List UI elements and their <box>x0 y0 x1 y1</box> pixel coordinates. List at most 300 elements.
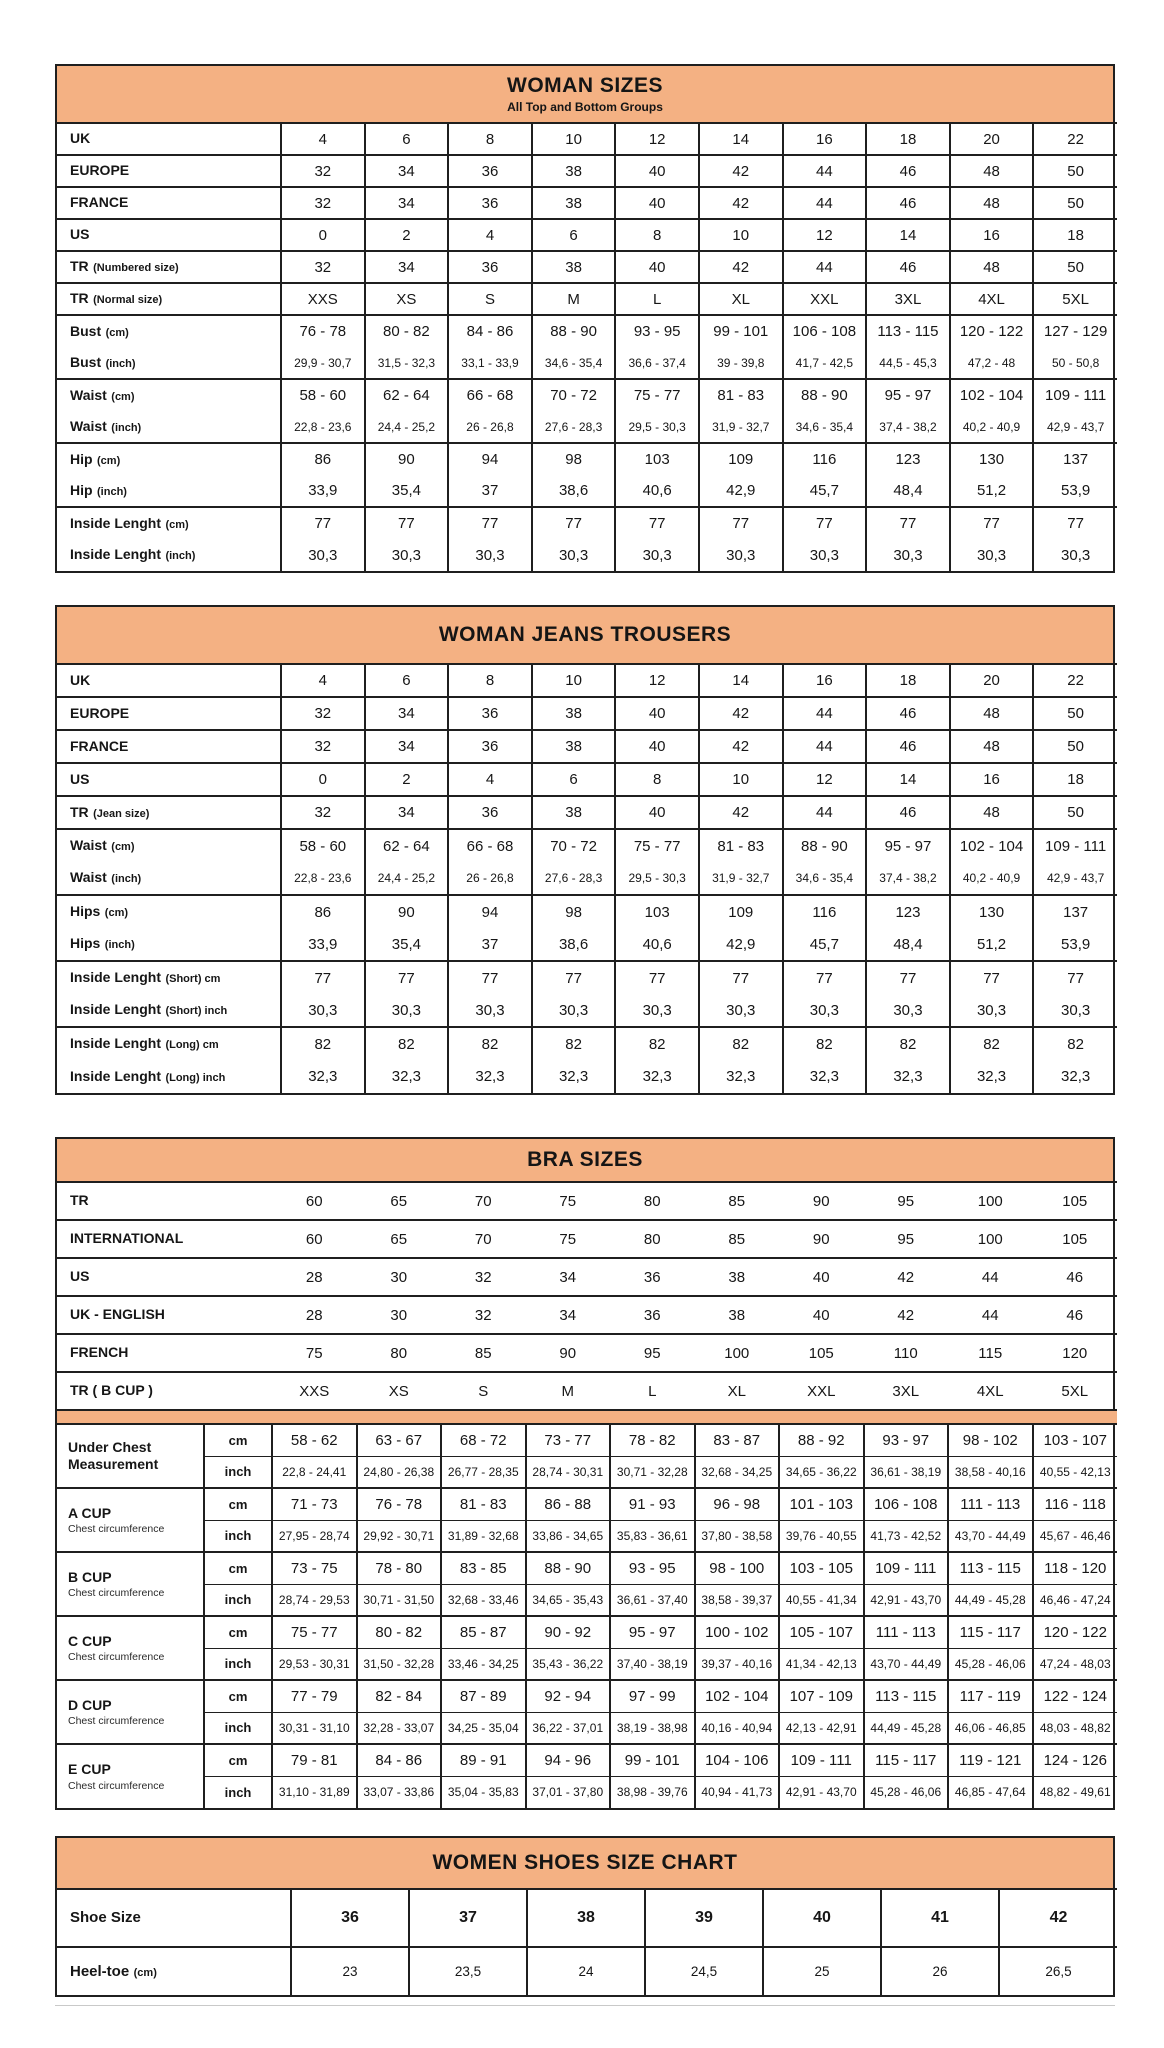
size-value: 46,46 - 47,24 <box>1033 1584 1118 1616</box>
size-value: 38 <box>532 730 616 763</box>
size-value: 4 <box>448 763 532 796</box>
size-value: 82 <box>1033 1027 1117 1060</box>
size-value: 90 - 92 <box>526 1616 611 1648</box>
size-value: 107 - 109 <box>779 1680 864 1712</box>
size-value: 50 <box>1033 697 1117 730</box>
size-value: XS <box>357 1372 442 1410</box>
size-value: 40,94 - 41,73 <box>695 1776 780 1808</box>
spacer <box>0 573 1164 605</box>
size-value: 85 - 87 <box>441 1616 526 1648</box>
size-value: 124 - 126 <box>1033 1744 1118 1776</box>
size-value: 30,3 <box>615 539 699 571</box>
row-label-cell <box>57 1060 281 1093</box>
size-value: 34 <box>526 1296 611 1334</box>
table-row <box>57 315 1117 347</box>
size-value: 31,10 - 31,89 <box>272 1776 357 1808</box>
size-value: 93 - 95 <box>610 1552 695 1584</box>
size-value: 77 <box>1033 507 1117 539</box>
cup-sublabel: Chest circumference <box>68 1587 165 1600</box>
row-label: Shoe Size <box>70 1909 141 1926</box>
size-value: S <box>441 1372 526 1410</box>
size-value: 42,9 - 43,7 <box>1033 862 1117 895</box>
size-value: 37 <box>448 928 532 961</box>
woman-jeans-trousers-table <box>55 605 1115 1095</box>
unit-label: cm <box>204 1488 272 1520</box>
unit-label: cm <box>204 1424 272 1456</box>
row-label-cell <box>57 123 281 155</box>
size-value: 80 <box>610 1182 695 1220</box>
size-value: 22 <box>1033 664 1117 697</box>
size-value: 40 <box>615 251 699 283</box>
cup-sublabel: Chest circumference <box>68 1651 165 1664</box>
size-value: 45,28 - 46,06 <box>948 1648 1033 1680</box>
size-value: 38 <box>695 1258 780 1296</box>
row-label-cell <box>57 1182 272 1220</box>
size-value: 32,3 <box>699 1060 783 1093</box>
size-value: 82 <box>950 1027 1034 1060</box>
size-value: 122 - 124 <box>1033 1680 1118 1712</box>
size-value: XL <box>699 283 783 315</box>
size-value: 36 <box>448 730 532 763</box>
size-value: 95 <box>864 1220 949 1258</box>
size-value: 82 <box>699 1027 783 1060</box>
size-value: 38,58 - 40,16 <box>948 1456 1033 1488</box>
size-value: 44 <box>948 1258 1033 1296</box>
table-row <box>57 1552 1117 1584</box>
size-value: 127 - 129 <box>1033 315 1117 347</box>
size-value: 37,80 - 38,58 <box>695 1520 780 1552</box>
size-value: 29,9 - 30,7 <box>281 347 365 379</box>
row-label-note: (Short) inch <box>165 1005 228 1017</box>
row-label-note: (inch) <box>111 421 142 434</box>
size-value: 30,3 <box>615 994 699 1027</box>
size-value: 86 <box>281 443 365 475</box>
size-value: 116 <box>783 443 867 475</box>
size-value: 34 <box>365 187 449 219</box>
row-label: Inside Lenght <box>70 514 161 531</box>
table-row <box>57 123 1117 155</box>
table-row <box>57 251 1117 283</box>
size-value: 35,43 - 36,22 <box>526 1648 611 1680</box>
size-value: 42,91 - 43,70 <box>779 1776 864 1808</box>
size-value: 77 <box>950 507 1034 539</box>
size-value: 34,6 - 35,4 <box>783 862 867 895</box>
size-value: 81 - 83 <box>699 379 783 411</box>
row-label: Waist <box>70 869 107 885</box>
size-value: 24,4 - 25,2 <box>365 411 449 443</box>
table-row <box>57 664 1117 697</box>
table-row <box>57 895 1117 928</box>
size-value: 18 <box>1033 763 1117 796</box>
size-value: 30 <box>357 1296 442 1334</box>
size-value: 30,3 <box>532 994 616 1027</box>
size-value: 75 <box>272 1334 357 1372</box>
size-value: 94 <box>448 443 532 475</box>
row-label-cell <box>57 862 281 895</box>
row-label: Waist <box>70 837 107 853</box>
size-value: 18 <box>1033 219 1117 251</box>
size-value: 66 - 68 <box>448 379 532 411</box>
size-value: 10 <box>532 123 616 155</box>
size-value: 75 - 77 <box>615 829 699 862</box>
size-value: 40 <box>779 1296 864 1334</box>
size-value: 32 <box>281 187 365 219</box>
size-value: 66 - 68 <box>448 829 532 862</box>
size-value: 48,4 <box>866 475 950 507</box>
size-value: 91 - 93 <box>610 1488 695 1520</box>
size-value: 3XL <box>864 1372 949 1410</box>
size-value: 0 <box>281 219 365 251</box>
size-value: 40,16 - 40,94 <box>695 1712 780 1744</box>
size-value: 70 - 72 <box>532 379 616 411</box>
size-value: 28,74 - 30,31 <box>526 1456 611 1488</box>
size-value: 36,6 - 37,4 <box>615 347 699 379</box>
row-label: UK - ENGLISH <box>70 1306 165 1322</box>
row-label-cell <box>57 187 281 219</box>
size-value: 90 <box>365 443 449 475</box>
size-value: 53,9 <box>1033 928 1117 961</box>
size-value: 98 <box>532 443 616 475</box>
size-value: 119 - 121 <box>948 1744 1033 1776</box>
size-value: 77 <box>866 507 950 539</box>
size-value: 46 <box>866 730 950 763</box>
size-value: 44 <box>783 697 867 730</box>
size-value: 93 - 95 <box>615 315 699 347</box>
section-separator-band <box>57 1410 1117 1424</box>
table-row <box>57 283 1117 315</box>
size-value: 106 - 108 <box>864 1488 949 1520</box>
table-row <box>57 1947 1117 1995</box>
size-value: 31,5 - 32,3 <box>365 347 449 379</box>
size-value: 30,3 <box>532 539 616 571</box>
size-value: 30,3 <box>365 539 449 571</box>
size-value: 38 <box>532 155 616 187</box>
size-value: 37,4 - 38,2 <box>866 862 950 895</box>
row-label: TR ( B CUP ) <box>70 1382 153 1398</box>
size-value: 40,6 <box>615 475 699 507</box>
unit-label: inch <box>204 1712 272 1744</box>
cup-label-cell <box>57 1744 204 1808</box>
size-value: 100 - 102 <box>695 1616 780 1648</box>
row-label-cell <box>57 507 281 539</box>
size-value: 38 <box>695 1296 780 1334</box>
size-value: 22,8 - 24,41 <box>272 1456 357 1488</box>
row-label-cell <box>57 895 281 928</box>
table-row <box>57 411 1117 443</box>
size-value: 30,3 <box>783 994 867 1027</box>
size-value: 6 <box>532 219 616 251</box>
woman-sizes-header <box>57 66 1113 122</box>
size-value: 38,19 - 38,98 <box>610 1712 695 1744</box>
size-value: 28 <box>272 1258 357 1296</box>
size-value: 58 - 60 <box>281 829 365 862</box>
row-label-cell <box>57 1334 272 1372</box>
size-value: 113 - 115 <box>864 1680 949 1712</box>
size-value: 38 <box>527 1889 645 1947</box>
size-value: 77 <box>1033 961 1117 994</box>
size-value: 39,37 - 40,16 <box>695 1648 780 1680</box>
unit-label: inch <box>204 1648 272 1680</box>
row-label: Inside Lenght <box>70 969 161 985</box>
row-label-note: (Jean size) <box>93 807 150 820</box>
size-value: 6 <box>532 763 616 796</box>
size-value: 84 - 86 <box>357 1744 442 1776</box>
row-label-note: (cm) <box>97 454 121 467</box>
size-value: 10 <box>699 219 783 251</box>
row-label-note: (cm) <box>104 907 129 919</box>
woman-sizes-table <box>55 64 1115 573</box>
size-value: 48 <box>950 796 1034 829</box>
cup-label: C CUP <box>68 1632 112 1649</box>
size-value: 115 <box>948 1334 1033 1372</box>
woman-sizes-grid <box>57 122 1117 571</box>
size-value: 33,46 - 34,25 <box>441 1648 526 1680</box>
size-value: 42 <box>699 187 783 219</box>
table-title: BRA SIZES <box>527 1147 643 1171</box>
size-value: 94 - 96 <box>526 1744 611 1776</box>
size-value: 71 - 73 <box>272 1488 357 1520</box>
size-value: 12 <box>615 123 699 155</box>
size-value: 37,4 - 38,2 <box>866 411 950 443</box>
size-value: 99 - 101 <box>610 1744 695 1776</box>
size-value: 95 <box>610 1334 695 1372</box>
size-value: 88 - 92 <box>779 1424 864 1456</box>
table-title: WOMAN SIZES <box>507 73 663 97</box>
size-value: 44 <box>783 155 867 187</box>
cup-label-cell <box>57 1616 204 1680</box>
size-value: 32,3 <box>783 1060 867 1093</box>
row-label-cell <box>57 475 281 507</box>
size-value: 23 <box>291 1947 409 1995</box>
row-label: Bust <box>70 322 102 339</box>
table-row <box>57 187 1117 219</box>
size-value: 41,34 - 42,13 <box>779 1648 864 1680</box>
size-value: 34,65 - 36,22 <box>779 1456 864 1488</box>
size-value: 77 <box>783 507 867 539</box>
size-value: 50 <box>1033 796 1117 829</box>
size-value: 103 - 107 <box>1033 1424 1118 1456</box>
size-value: 118 - 120 <box>1033 1552 1118 1584</box>
size-value: 42 <box>699 697 783 730</box>
size-value: 29,5 - 30,3 <box>615 862 699 895</box>
size-value: 2 <box>365 219 449 251</box>
table-row <box>57 1258 1117 1296</box>
table-row <box>57 1456 1117 1488</box>
size-value: 98 <box>532 895 616 928</box>
size-value: 26,5 <box>999 1947 1117 1995</box>
size-value: 25 <box>763 1947 881 1995</box>
size-value: 40 <box>615 155 699 187</box>
size-value: 53,9 <box>1033 475 1117 507</box>
size-value: 80 - 82 <box>357 1616 442 1648</box>
size-value: 34,65 - 35,43 <box>526 1584 611 1616</box>
size-value: 26 <box>881 1947 999 1995</box>
table-row <box>57 507 1117 539</box>
size-value: 27,95 - 28,74 <box>272 1520 357 1552</box>
size-value: 38,6 <box>532 475 616 507</box>
size-value: 58 - 62 <box>272 1424 357 1456</box>
size-value: 40,55 - 42,13 <box>1033 1456 1118 1488</box>
size-value: 117 - 119 <box>948 1680 1033 1712</box>
size-value: 77 <box>281 507 365 539</box>
size-value: 77 <box>699 507 783 539</box>
size-value: 77 <box>532 507 616 539</box>
size-value: 89 - 91 <box>441 1744 526 1776</box>
size-value: 36,22 - 37,01 <box>526 1712 611 1744</box>
table-title: WOMAN JEANS TROUSERS <box>438 622 732 646</box>
size-value: 85 <box>441 1334 526 1372</box>
size-value: 38 <box>532 697 616 730</box>
size-value: 75 - 77 <box>615 379 699 411</box>
row-label-note: (Long) cm <box>165 1039 219 1051</box>
size-value: 40,55 - 41,34 <box>779 1584 864 1616</box>
size-value: 32 <box>281 730 365 763</box>
size-value: 83 - 85 <box>441 1552 526 1584</box>
size-value: 42,9 <box>699 928 783 961</box>
size-value: 30,3 <box>1033 994 1117 1027</box>
size-value: 80 <box>610 1220 695 1258</box>
row-label: TR <box>70 258 89 274</box>
bra-sizes-header <box>57 1139 1113 1181</box>
size-value: 14 <box>866 219 950 251</box>
size-value: 34,6 - 35,4 <box>532 347 616 379</box>
size-value: 36,61 - 37,40 <box>610 1584 695 1616</box>
size-value: 34 <box>365 155 449 187</box>
size-value: M <box>526 1372 611 1410</box>
size-value: 76 - 78 <box>357 1488 442 1520</box>
size-value: 50 - 50,8 <box>1033 347 1117 379</box>
size-value: 33,1 - 33,9 <box>448 347 532 379</box>
size-value: 85 <box>695 1182 780 1220</box>
size-value: 22 <box>1033 123 1117 155</box>
size-value: 32,3 <box>615 1060 699 1093</box>
size-value: 46 <box>866 697 950 730</box>
size-value: 36 <box>610 1296 695 1334</box>
table-row <box>57 829 1117 862</box>
row-label-cell <box>57 315 281 347</box>
size-value: 77 <box>699 961 783 994</box>
size-value: 102 - 104 <box>950 829 1034 862</box>
size-value: 38,58 - 39,37 <box>695 1584 780 1616</box>
size-value: 31,9 - 32,7 <box>699 411 783 443</box>
size-value: 28 <box>272 1296 357 1334</box>
row-label: Inside Lenght <box>70 1067 161 1084</box>
size-value: S <box>448 283 532 315</box>
size-value: 42 <box>864 1296 949 1334</box>
row-label-cell <box>57 411 281 443</box>
size-value: 88 - 90 <box>783 379 867 411</box>
size-value: 36 <box>291 1889 409 1947</box>
size-value: 80 - 82 <box>365 315 449 347</box>
size-value: 42,9 - 43,7 <box>1033 411 1117 443</box>
size-value: 29,53 - 30,31 <box>272 1648 357 1680</box>
size-value: M <box>532 283 616 315</box>
size-value: 44,49 - 45,28 <box>948 1584 1033 1616</box>
size-value: 77 <box>783 961 867 994</box>
size-value: 37 <box>409 1889 527 1947</box>
size-value: 36 <box>448 251 532 283</box>
size-value: 90 <box>779 1182 864 1220</box>
row-label-note: (Numbered size) <box>93 262 179 274</box>
size-value: 41,73 - 42,52 <box>864 1520 949 1552</box>
size-value: 35,4 <box>365 928 449 961</box>
size-value: 113 - 115 <box>948 1552 1033 1584</box>
cup-label: A CUP <box>68 1504 112 1521</box>
cup-label-cell <box>57 1424 204 1488</box>
size-value: L <box>615 283 699 315</box>
row-label: UK <box>70 130 91 146</box>
size-value: 78 - 80 <box>357 1552 442 1584</box>
size-value: 96 - 98 <box>695 1488 780 1520</box>
size-value: 32 <box>441 1296 526 1334</box>
size-value: 58 - 60 <box>281 379 365 411</box>
size-value: 82 <box>866 1027 950 1060</box>
size-value: 95 - 97 <box>866 379 950 411</box>
table-row <box>57 730 1117 763</box>
size-value: L <box>610 1372 695 1410</box>
table-row <box>57 155 1117 187</box>
size-value: 30,31 - 31,10 <box>272 1712 357 1744</box>
size-value: 111 - 113 <box>948 1488 1033 1520</box>
size-value: 42,9 <box>699 475 783 507</box>
size-value: 22,8 - 23,6 <box>281 862 365 895</box>
size-value: 33,9 <box>281 475 365 507</box>
size-value: 40 <box>615 187 699 219</box>
size-value: 32 <box>441 1258 526 1296</box>
size-value: 36,61 - 38,19 <box>864 1456 949 1488</box>
size-value: 31,50 - 32,28 <box>357 1648 442 1680</box>
size-value: 130 <box>950 443 1034 475</box>
row-label: Hip <box>70 450 93 467</box>
size-value: 40 <box>615 697 699 730</box>
table-title: WOMEN SHOES SIZE CHART <box>432 1850 738 1874</box>
size-value: 46,85 - 47,64 <box>948 1776 1033 1808</box>
size-value: 115 - 117 <box>948 1616 1033 1648</box>
size-value: 42 <box>699 251 783 283</box>
size-value: 44,49 - 45,28 <box>864 1712 949 1744</box>
size-value: 39,76 - 40,55 <box>779 1520 864 1552</box>
size-value: 82 <box>281 1027 365 1060</box>
size-value: 40,2 - 40,9 <box>950 411 1034 443</box>
unit-label: cm <box>204 1680 272 1712</box>
size-value: 68 - 72 <box>441 1424 526 1456</box>
size-value: 26 - 26,8 <box>448 862 532 895</box>
row-label: FRANCE <box>70 194 129 210</box>
size-value: 32,68 - 34,25 <box>695 1456 780 1488</box>
table-row <box>57 379 1117 411</box>
size-value: 106 - 108 <box>783 315 867 347</box>
table-row <box>57 1680 1117 1712</box>
size-value: 77 <box>615 507 699 539</box>
size-value: 47,24 - 48,03 <box>1033 1648 1118 1680</box>
size-value: 30,3 <box>448 994 532 1027</box>
row-label: TR <box>70 290 89 306</box>
table-row <box>57 961 1117 994</box>
size-value: 34 <box>365 796 449 829</box>
size-value: 30 <box>357 1258 442 1296</box>
row-label-cell <box>57 347 281 379</box>
size-value: 82 <box>448 1027 532 1060</box>
size-value: 109 - 111 <box>864 1552 949 1584</box>
bra-sizes-grid <box>57 1181 1117 1808</box>
size-value: 22,8 - 23,6 <box>281 411 365 443</box>
table-row <box>57 1060 1117 1093</box>
row-label: TR <box>70 1192 89 1208</box>
size-value: 137 <box>1033 895 1117 928</box>
table-row <box>57 1616 1117 1648</box>
size-value: 62 - 64 <box>365 379 449 411</box>
bra-sizes-table <box>55 1137 1115 1810</box>
